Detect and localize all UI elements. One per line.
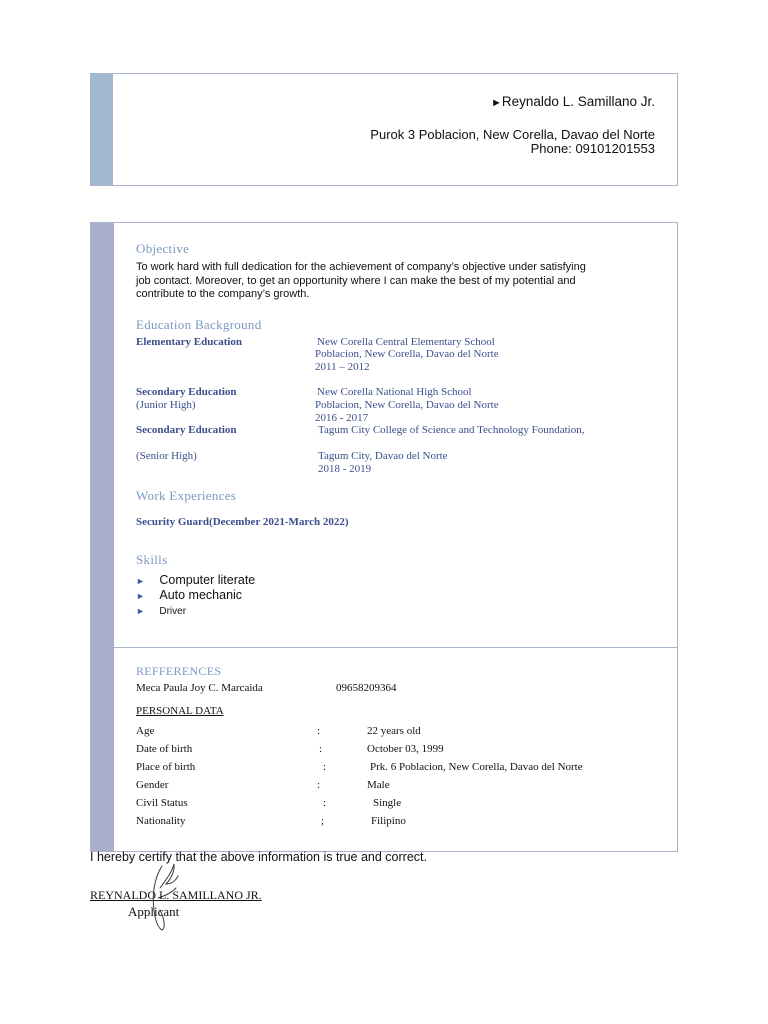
skill-item — [136, 586, 255, 601]
junior-high-sublabel: (Junior High) — [136, 399, 196, 411]
objective-line: job contact. Moreover, to get an opportunity where I can make the best of my potential and — [136, 274, 576, 287]
personal-sep: : — [317, 725, 321, 737]
contact-header-card — [90, 73, 678, 186]
signatory-name: REYNALDO L. SAMILLANO JR. — [90, 888, 262, 902]
work-item: Security Guard(December 2021-March 2022) — [136, 516, 349, 528]
applicant-name-line — [491, 94, 655, 109]
personal-sep: ; — [321, 815, 325, 827]
bullet-arrow-icon: ► — [136, 606, 145, 616]
senior-high-sublabel: (Senior High) — [136, 450, 197, 462]
elementary-school: New Corella Central Elementary School — [317, 336, 495, 348]
work-heading: Work Experiences — [136, 488, 237, 503]
skills-heading: Skills — [136, 552, 168, 567]
objective-line: contribute to the company’s growth. — [136, 288, 310, 300]
skill-item — [136, 571, 255, 586]
skill-label: Auto mechanic — [159, 588, 243, 602]
junior-high-school: New Corella National High School — [317, 386, 472, 398]
objective-heading: Objective — [136, 241, 190, 256]
skills-list — [136, 571, 255, 615]
skill-label: Driver — [159, 606, 187, 617]
applicant-name: Reynaldo L. Samillano Jr. — [501, 94, 655, 109]
personal-label-gender: Gender — [136, 779, 169, 791]
reference-phone: 09658209364 — [336, 682, 397, 694]
personal-sep: : — [317, 779, 321, 791]
personal-sep: : — [319, 743, 323, 755]
skill-item — [136, 601, 255, 615]
header-accent-bar — [91, 74, 113, 185]
bullet-arrow-icon: ► — [136, 576, 145, 586]
personal-value-nationality: Filipino — [371, 815, 406, 827]
personal-label-civil-status: Civil Status — [136, 797, 188, 809]
senior-high-school: Tagum City College of Science and Technology Foundation, — [318, 424, 585, 436]
references-heading: REFFERENCES — [136, 664, 222, 678]
junior-high-years: 2016 - 2017 — [315, 412, 369, 424]
bullet-arrow-icon: ► — [136, 591, 145, 601]
phone: Phone: 09101201553 — [530, 141, 655, 156]
address: Purok 3 Poblacion, New Corella, Davao del Norte — [370, 127, 655, 142]
elementary-years: 2011 – 2012 — [315, 361, 370, 373]
objective-text — [136, 261, 666, 302]
junior-high-address: Poblacion, New Corella, Davao del Norte — [315, 399, 499, 411]
senior-high-address: Tagum City, Davao del Norte — [318, 450, 448, 462]
certification-statement: I hereby certify that the above information is true and correct. — [90, 850, 427, 864]
senior-high-years: 2018 - 2019 — [318, 463, 372, 475]
personal-value-civil-status: Single — [373, 797, 402, 809]
elementary-label: Elementary Education — [136, 336, 243, 348]
body-accent-bar — [91, 223, 114, 851]
personal-value-age: 22 years old — [367, 725, 421, 737]
personal-data-heading: PERSONAL DATA — [136, 705, 224, 717]
personal-label-pob: Place of birth — [136, 761, 196, 773]
personal-sep: : — [323, 797, 327, 809]
education-heading: Education Background — [136, 317, 262, 332]
elementary-address: Poblacion, New Corella, Davao del Norte — [315, 348, 499, 360]
personal-label-dob: Date of birth — [136, 743, 193, 755]
objective-line: To work hard with full dedication for the achievement of company’s objective under satisfying — [136, 261, 586, 273]
personal-value-gender: Male — [367, 779, 390, 791]
personal-sep: : — [323, 761, 327, 773]
personal-value-pob: Prk. 6 Poblacion, New Corella, Davao del Norte — [370, 761, 583, 773]
pointer-arrow-icon: ► — [491, 97, 502, 109]
reference-name: Meca Paula Joy C. Marcaida — [136, 682, 263, 694]
resume-body-card — [90, 222, 678, 852]
signatory-role: Applicant — [128, 904, 180, 919]
personal-value-dob: October 03, 1999 — [367, 743, 444, 755]
skill-label: Computer literate — [159, 573, 256, 587]
personal-label-age: Age — [136, 725, 155, 737]
junior-high-label: Secondary Education — [136, 386, 237, 398]
personal-label-nationality: Nationality — [136, 815, 186, 827]
section-divider — [114, 647, 677, 648]
senior-high-label: Secondary Education — [136, 424, 237, 436]
